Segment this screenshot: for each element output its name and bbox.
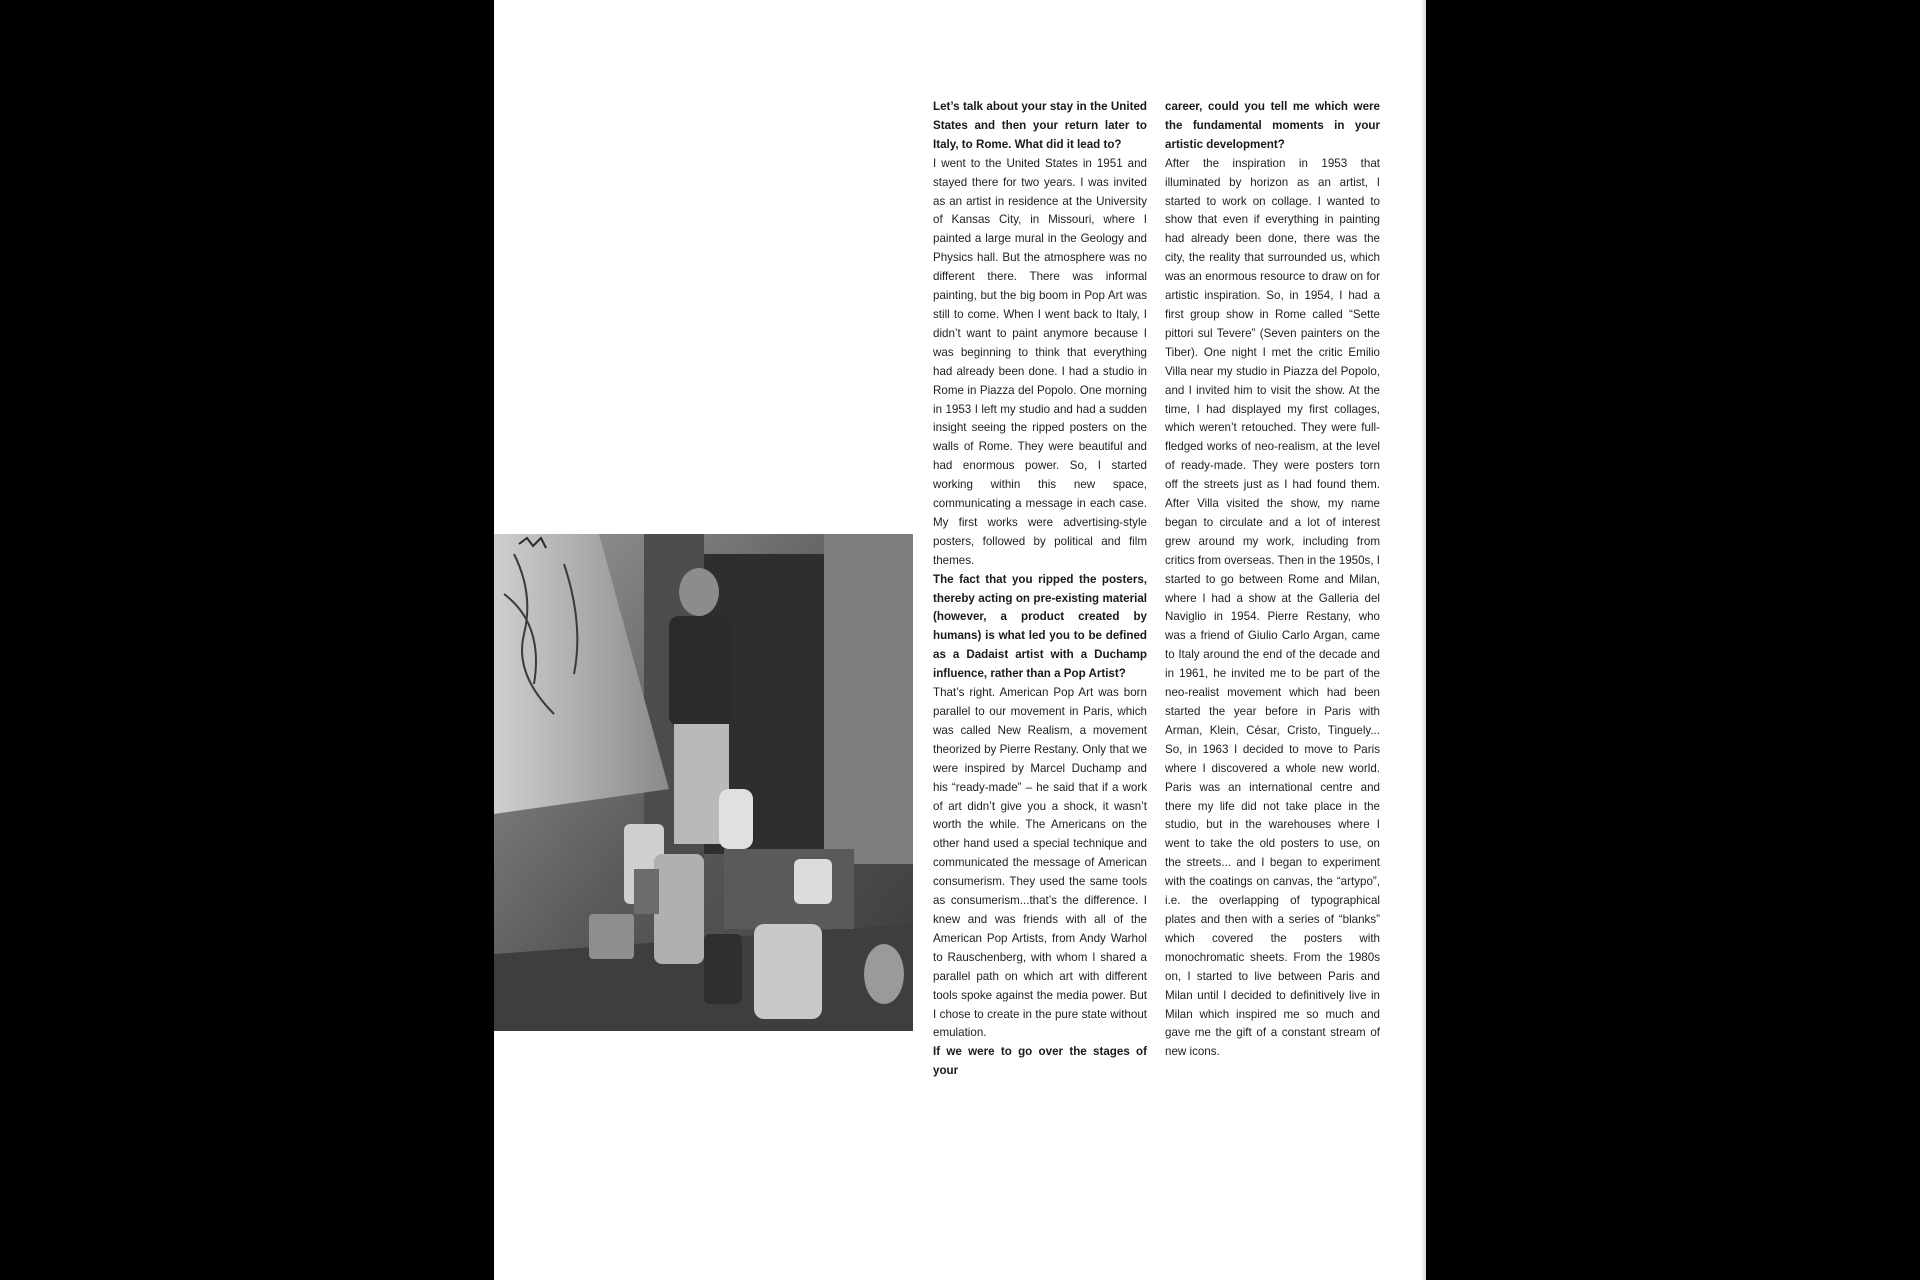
interview-question: The fact that you ripped the posters, thereby acting on pre-existing material (however, a product created by humans) is what led you to be defined as a Dadaist artist with a Duchamp influence, rather than a Pop Artist? xyxy=(933,572,1147,681)
interview-question: Let’s talk about your stay in the United States and then your return later to Italy, to Rome. What did it lead to? xyxy=(933,100,1147,151)
studio-photograph-drawing xyxy=(494,534,913,1031)
text-column-right xyxy=(1165,98,1380,1062)
page-edge xyxy=(1422,0,1426,1280)
studio-photograph xyxy=(494,534,913,1031)
interview-answer: I went to the United States in 1951 and stayed there for two years. I was invited as an artist in residence at the University of Kansas City, in Missouri, where I painted a large mural in the Geology and Physics hall. But the atmosphere was no different there. There was informal painting, but the big boom in Pop Art was still to come. When I went back to Italy, I didn’t want to paint anymore because I was beginning to think that everything had already been done. I had a studio in Rome in Piazza del Popolo. One morning in 1953 I left my studio and had a sudden insight seeing the ripped posters on the walls of Rome. They were beautiful and had enormous power. So, I started working within this new space, communicating a message in each case. My first works were advertising-style posters, followed by political and film themes. xyxy=(933,156,1147,567)
magazine-page xyxy=(494,0,1426,1280)
interview-answer: After the inspiration in 1953 that illuminated by horizon as an artist, I started to work on collage. I wanted to show that even if everything in painting had already been done, there was the city, the reality that surrounded us, which was an enormous resource to draw on for artistic inspiration. So, in 1954, I had a first group show in Rome called “Sette pittori sul Tevere” (Seven painters on the Tiber). One night I met the critic Emilio Villa near my studio in Piazza del Popolo, and I invited him to visit the show. At the time, I had displayed my first collages, which weren’t retouched. They were full-fledged works of neo-realism, at the level of ready-made. They were posters torn off the streets just as I had found them. After Villa visited the show, my name began to circulate and a lot of interest grew around my work, including from critics from overseas. Then in the 1950s, I started to go between Rome and Milan, where I had a show at the Galleria del Naviglio in 1954. Pierre Restany, who was a friend of Giulio Carlo Argan, came to Italy around the end of the decade and in 1961, he invited me to be part of the neo-realist movement which had been started the year before in Paris with Arman, Klein, César, Cristo, Tinguely... So, in 1963 I decided to move to Paris where I discovered a whole new world. Paris was an international centre and there my life did not take place in the studio, but in the warehouses where I went to take the old posters to use, on the streets... and I began to experiment with the coatings on canvas, the “artypo”, i.e. the overlapping of typographical plates and then with a series of “blanks” which covered the posters with monochromatic sheets. From the 1980s on, I started to live between Paris and Milan until I decided to definitively live in Milan which inspired me so much and gave me the gift of a constant stream of new icons. xyxy=(1165,156,1381,1059)
interview-question: If we were to go over the stages of your xyxy=(933,1045,1147,1078)
interview-answer: That’s right. American Pop Art was born parallel to our movement in Paris, which was called New Realism, a movement theorized by Pierre Restany. Only that we were inspired by Marcel Duchamp and his “ready-made” – he said that if a work of art didn’t give you a shock, it wasn’t worth the while. The Americans on the other hand used a special technique and communicated the message of American consumerism. They used the same tools as consumerism...that’s the difference. I knew and was friends with all of the American Pop Artists, from Andy Warhol to Rauschenberg, with whom I shared a parallel path on which art with different tools spoke against the media power. But I chose to create in the pure state without emulation. xyxy=(933,686,1147,1040)
interview-question: career, could you tell me which were the fundamental moments in your artistic development? xyxy=(1165,100,1380,151)
text-column-left xyxy=(933,98,1147,1081)
